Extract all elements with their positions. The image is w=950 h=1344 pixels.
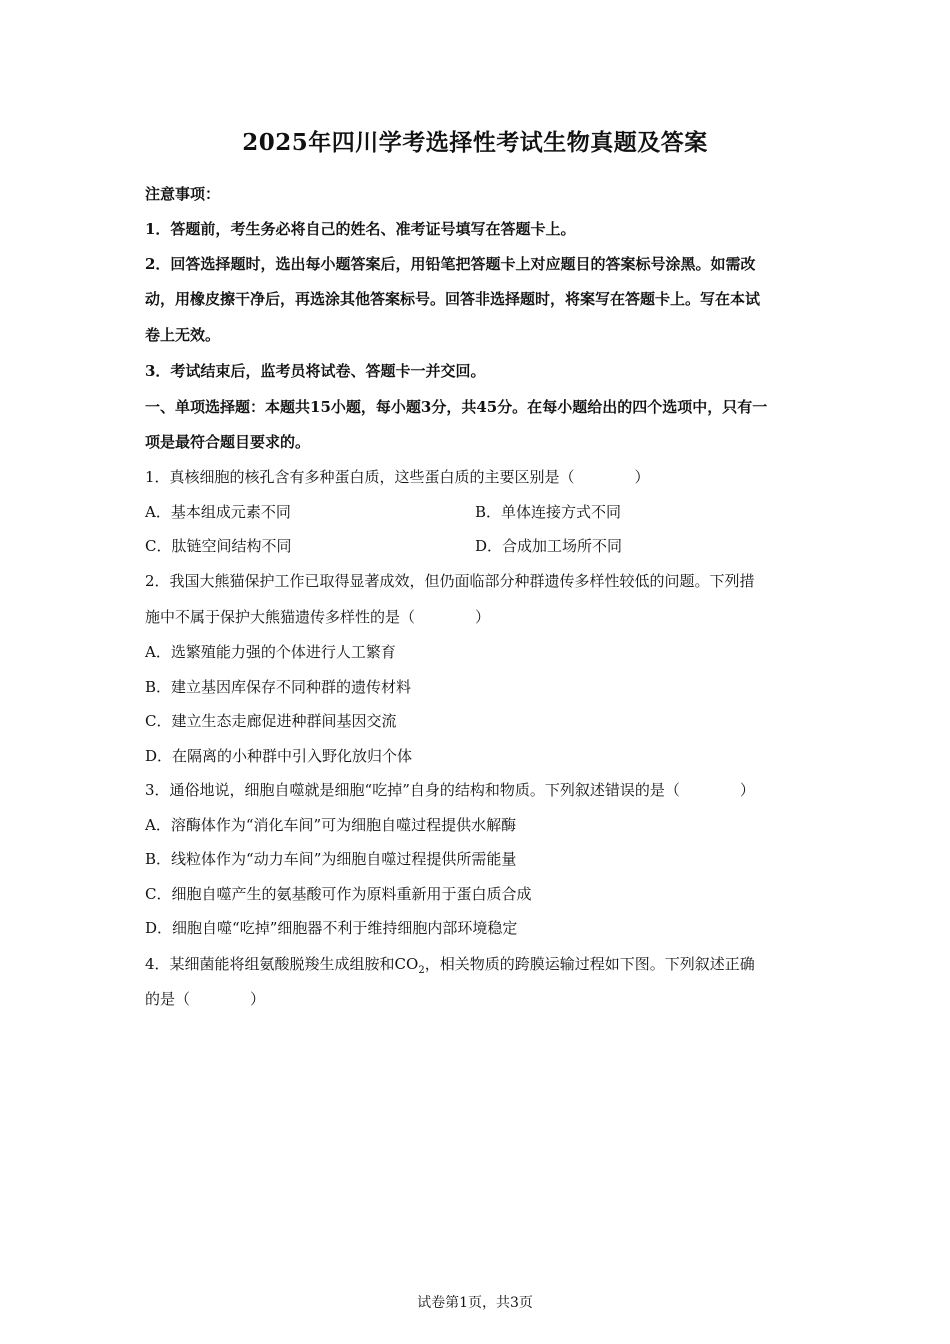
question-3-option-c: C．细胞自噬产生的氨基酸可作为原料重新用于蛋白质合成 [145, 885, 532, 903]
question-1-options-row-1 [145, 502, 810, 522]
notice-item-3: 3．考试结束后，监考员将试卷、答题卡一并交回。 [145, 362, 486, 380]
question-1-option-c: C．肽链空间结构不同 [145, 537, 292, 555]
question-1-option-d: D．合成加工场所不同 [475, 537, 623, 555]
question-4-stem-line-1 [145, 954, 810, 974]
question-2-stem-line-1: 2．我国大熊猫保护工作已取得显著成效，但仍面临部分种群遗传多样性较低的问题。下列措 [145, 572, 755, 590]
page-footer: 试卷第1页，共3页 [417, 1295, 533, 1311]
question-2-option-a: A．选繁殖能力强的个体进行人工繁育 [145, 643, 396, 661]
question-4-stem-part-a: 4．某细菌能将组氨酸脱羧生成组胺和CO [145, 955, 419, 973]
page-title: 2025年四川学考选择性考试生物真题及答案 [242, 129, 708, 156]
question-3-stem: 3．通俗地说，细胞自噬就是细胞“吃掉”自身的结构和物质。下列叙述错误的是（ ） [145, 781, 755, 799]
notice-item-1: 1．答题前，考生务必将自己的姓名、准考证号填写在答题卡上。 [145, 220, 576, 238]
section-heading-line-1: 一、单项选择题：本题共15小题，每小题3分，共45分。在每小题给出的四个选项中，只有一 [145, 398, 768, 416]
notice-item-2-line-1: 2．回答选择题时，选出每小题答案后，用铅笔把答题卡上对应题目的答案标号涂黑。如需改 [145, 255, 756, 273]
question-2-stem-line-2: 施中不属于保护大熊猫遗传多样性的是（ ） [145, 608, 491, 626]
question-3-option-d: D．细胞自噬“吃掉”细胞器不利于维持细胞内部环境稳定 [145, 919, 518, 937]
question-4-stem-line-2: 的是（ ） [145, 990, 266, 1008]
question-1-stem: 1．真核细胞的核孔含有多种蛋白质，这些蛋白质的主要区别是（ ） [145, 468, 650, 486]
section-heading-line-2: 项是最符合题目要求的。 [145, 433, 311, 451]
question-2-option-c: C．建立生态走廊促进种群间基因交流 [145, 712, 397, 730]
notice-item-2-line-2: 动，用橡皮擦干净后，再选涂其他答案标号。回答非选择题时，将案写在答题卡上。写在本试 [145, 290, 761, 308]
notice-item-2-line-3: 卷上无效。 [145, 326, 221, 344]
notice-heading: 注意事项： [145, 185, 221, 203]
question-1-option-a: A．基本组成元素不同 [145, 503, 291, 521]
question-2-option-b: B．建立基因库保存不同种群的遗传材料 [145, 678, 412, 696]
question-1-options-row-2 [145, 536, 810, 556]
question-3-option-b: B．线粒体作为“动力车间”为细胞自噬过程提供所需能量 [145, 850, 517, 868]
question-2-option-d: D．在隔离的小种群中引入野化放归个体 [145, 747, 413, 765]
co2-subscript: 2 [418, 965, 425, 976]
question-1-option-b: B．单体连接方式不同 [475, 503, 622, 521]
question-3-option-a: A．溶酶体作为“消化车间”可为细胞自噬过程提供水解酶 [145, 816, 517, 834]
question-4-stem-part-b: ，相关物质的跨膜运输过程如下图。下列叙述正确 [424, 955, 755, 973]
